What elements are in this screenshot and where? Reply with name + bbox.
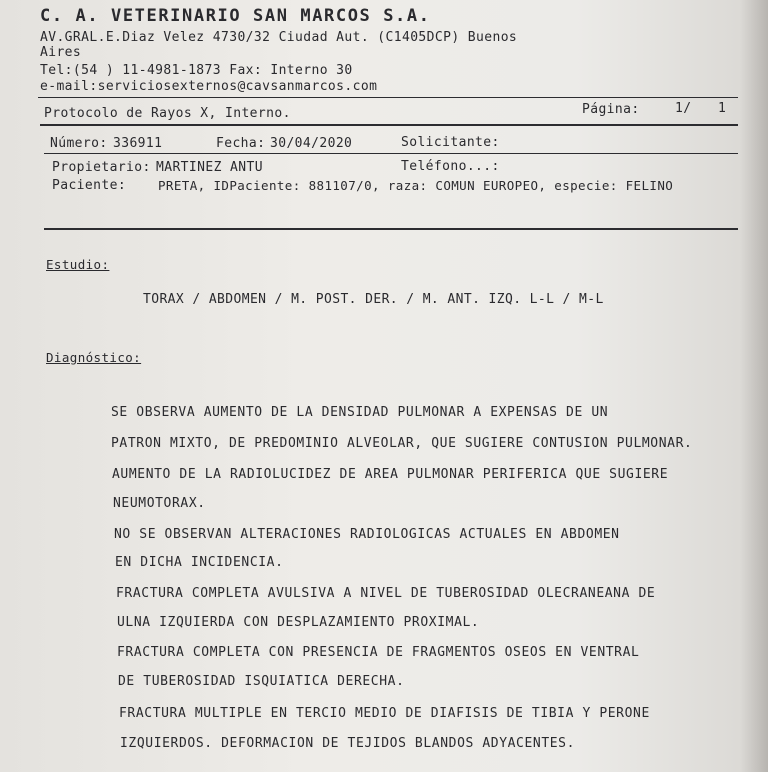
diagnostico-line: ULNA IZQUIERDA CON DESPLAZAMIENTO PROXIMAL. bbox=[117, 615, 480, 630]
paciente-label: Paciente: bbox=[52, 178, 127, 193]
protocol-divider bbox=[40, 124, 738, 126]
diagnostico-line: DE TUBEROSIDAD ISQUIATICA DERECHA. bbox=[118, 674, 405, 689]
estudio-label: Estudio: bbox=[46, 257, 110, 272]
paciente-value: PRETA, IDPaciente: 881107/0, raza: COMUN EUROPEO, especie: FELINO bbox=[158, 178, 674, 193]
diagnostico-label: Diagnóstico: bbox=[46, 350, 142, 365]
company-name: C. A. VETERINARIO SAN MARCOS S.A. bbox=[40, 6, 431, 26]
diagnostico-line: FRACTURA COMPLETA CON PRESENCIA DE FRAGMENTOS OSEOS EN VENTRAL bbox=[117, 645, 640, 660]
page-edge-shadow bbox=[740, 0, 768, 772]
telefono-label: Teléfono...: bbox=[401, 159, 500, 174]
fecha-value: 30/04/2020 bbox=[270, 136, 353, 151]
header-divider bbox=[38, 97, 738, 98]
patient-divider bbox=[44, 228, 738, 230]
diagnostico-line: NEUMOTORAX. bbox=[113, 496, 206, 511]
numero-label: Número: bbox=[50, 136, 108, 151]
numero-value: 336911 bbox=[113, 136, 163, 151]
solicitante-label: Solicitante: bbox=[401, 135, 500, 150]
diagnostico-line: SE OBSERVA AUMENTO DE LA DENSIDAD PULMONAR A EXPENSAS DE UN bbox=[111, 405, 609, 420]
record-divider bbox=[44, 153, 738, 154]
diagnostico-line: FRACTURA COMPLETA AVULSIVA A NIVEL DE TUBEROSIDAD OLECRANEANA DE bbox=[116, 586, 656, 601]
email: e-mail:serviciosexternos@cavsanmarcos.com bbox=[40, 79, 378, 94]
phone-fax: Tel:(54 ) 11-4981-1873 Fax: Interno 30 bbox=[40, 63, 353, 78]
protocol-title: Protocolo de Rayos X, Interno. bbox=[44, 106, 291, 121]
page-total: 1 bbox=[718, 101, 727, 116]
address-line-1: AV.GRAL.E.Diaz Velez 4730/32 Ciudad Aut. (C1405DCP) Buenos bbox=[40, 30, 518, 45]
diagnostico-line: AUMENTO DE LA RADIOLUCIDEZ DE AREA PULMONAR PERIFERICA QUE SUGIERE bbox=[112, 467, 669, 482]
fecha-label: Fecha: bbox=[216, 136, 266, 151]
diagnostico-line: PATRON MIXTO, DE PREDOMINIO ALVEOLAR, QUE SUGIERE CONTUSION PULMONAR. bbox=[111, 436, 693, 451]
estudio-text: TORAX / ABDOMEN / M. POST. DER. / M. ANT. IZQ. L-L / M-L bbox=[143, 292, 604, 307]
diagnostico-line: NO SE OBSERVAN ALTERACIONES RADIOLOGICAS ACTUALES EN ABDOMEN bbox=[114, 527, 620, 542]
diagnostico-line: FRACTURA MULTIPLE EN TERCIO MEDIO DE DIAFISIS DE TIBIA Y PERONE bbox=[119, 706, 650, 721]
diagnostico-line: EN DICHA INCIDENCIA. bbox=[115, 555, 284, 570]
diagnostico-line: IZQUIERDOS. DEFORMACION DE TEJIDOS BLANDOS ADYACENTES. bbox=[120, 736, 576, 751]
page-label: Página: bbox=[582, 102, 640, 117]
propietario-label: Propietario: bbox=[52, 160, 151, 175]
propietario-value: MARTINEZ ANTU bbox=[156, 160, 263, 175]
page-current: 1/ bbox=[675, 101, 692, 116]
address-line-2: Aires bbox=[40, 45, 82, 60]
